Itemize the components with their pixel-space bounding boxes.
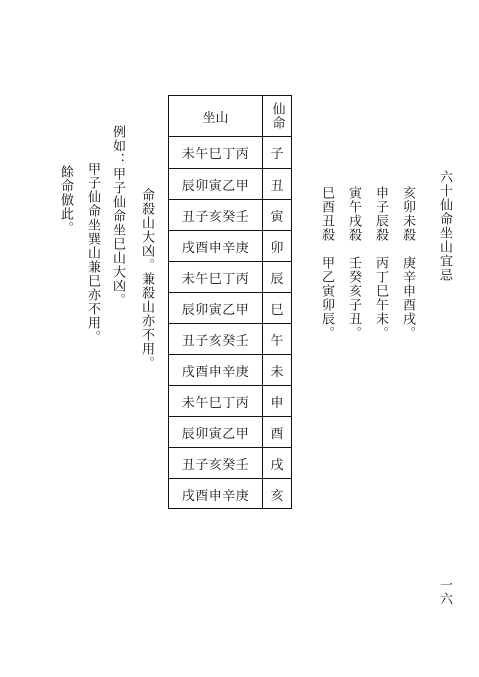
header-life: 仙命 bbox=[269, 102, 285, 130]
table-header bbox=[169, 96, 291, 137]
note-killing-mountain: 命殺山大凶。兼殺山亦不用。 bbox=[139, 188, 154, 370]
running-title: 六十仙命坐山宜忌 bbox=[437, 170, 452, 282]
mountain-cell: 丑子亥癸壬 bbox=[181, 334, 250, 349]
mountain-cell: 未午巳丁丙 bbox=[181, 272, 250, 287]
mountain-table bbox=[168, 95, 292, 509]
table-row bbox=[169, 199, 291, 231]
life-branch-cell: 亥 bbox=[270, 489, 284, 504]
mountain-cell: 戌酉申辛庚 bbox=[181, 365, 250, 380]
killing-note-yin-wu-xu: 寅午戌殺 壬癸亥子丑。 bbox=[346, 186, 361, 340]
header-sitting-mountain: 坐山 bbox=[202, 110, 229, 126]
life-branch-cell: 未 bbox=[270, 365, 284, 380]
example-line-1: 例如：甲子仙命坐巳山大凶。 bbox=[110, 125, 125, 307]
mountain-cell: 未午巳丁丙 bbox=[181, 147, 250, 162]
killing-note-shen-zi-chen: 申子辰殺 丙丁巳午未。 bbox=[373, 186, 388, 340]
mountain-cell: 辰卯寅乙甲 bbox=[181, 427, 250, 442]
mountain-cell: 戌酉申辛庚 bbox=[181, 489, 250, 504]
mountain-cell: 丑子亥癸壬 bbox=[181, 210, 250, 225]
life-branch-cell: 寅 bbox=[270, 210, 284, 225]
table-row bbox=[169, 416, 291, 448]
life-branch-cell: 酉 bbox=[270, 427, 284, 442]
life-branch-cell: 午 bbox=[270, 334, 284, 349]
mountain-cell: 辰卯寅乙甲 bbox=[181, 179, 250, 194]
mountain-cell: 丑子亥癸壬 bbox=[181, 458, 250, 473]
table-row bbox=[169, 230, 291, 262]
life-branch-cell: 戌 bbox=[270, 458, 284, 473]
table-row bbox=[169, 137, 291, 168]
table-row bbox=[169, 261, 291, 293]
closing-note: 餘命倣此。 bbox=[58, 165, 73, 235]
life-branch-cell: 丑 bbox=[270, 179, 284, 194]
table-row bbox=[169, 385, 291, 417]
mountain-cell: 辰卯寅乙甲 bbox=[181, 303, 250, 318]
life-branch-cell: 卯 bbox=[270, 241, 284, 256]
life-branch-cell: 子 bbox=[270, 147, 284, 162]
page-number: 一六 bbox=[437, 578, 452, 606]
table-row bbox=[169, 447, 291, 479]
mountain-cell: 戌酉申辛庚 bbox=[181, 241, 250, 256]
table-row bbox=[169, 323, 291, 355]
example-line-2: 甲子仙命坐巽山兼巳亦不用。 bbox=[85, 162, 100, 344]
table-row bbox=[169, 292, 291, 324]
killing-note-hai-mao-wei: 亥卯未殺 庚辛申酉戌。 bbox=[400, 186, 415, 340]
life-branch-cell: 巳 bbox=[270, 303, 284, 318]
killing-note-si-you-chou: 巳酉丑殺 甲乙寅卯辰。 bbox=[319, 186, 334, 340]
table-row bbox=[169, 168, 291, 200]
life-branch-cell: 申 bbox=[270, 396, 284, 411]
table-row bbox=[169, 354, 291, 386]
life-branch-cell: 辰 bbox=[270, 272, 284, 287]
mountain-cell: 未午巳丁丙 bbox=[181, 396, 250, 411]
table-row bbox=[169, 478, 291, 510]
